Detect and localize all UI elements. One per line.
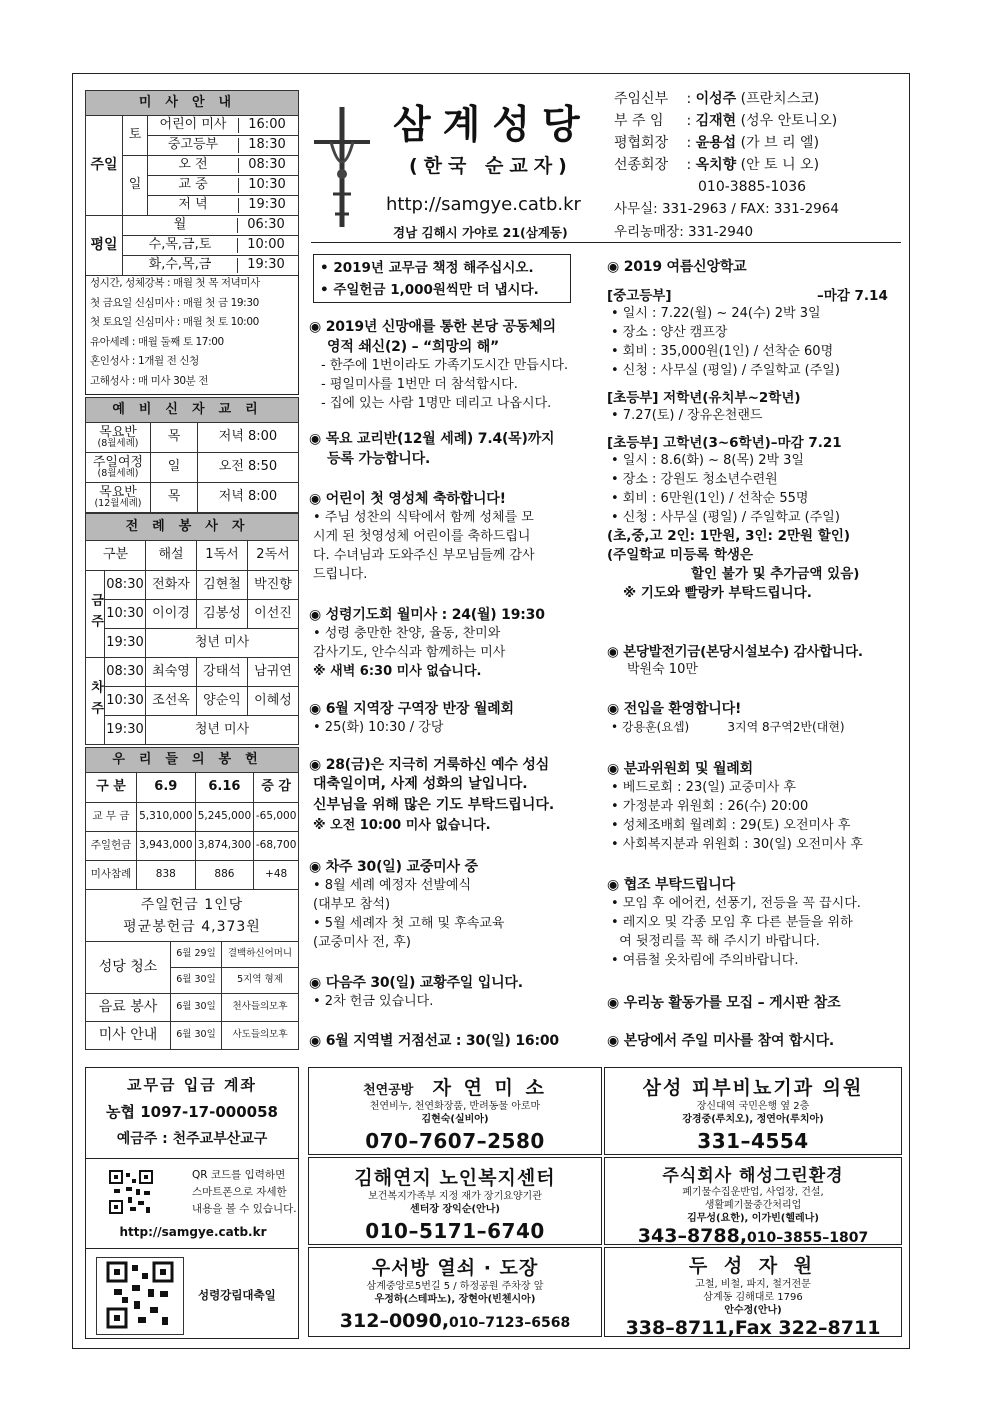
ad-phone: 070–7607–2580 — [365, 1129, 545, 1153]
staff-row: 부 주 임 : 김재현 (성우 안토니오) — [614, 110, 839, 132]
mass-name: 월 — [123, 218, 238, 232]
commentator: 이이경 — [146, 600, 197, 629]
staff-baptismal: (가 브 리 엘) — [740, 135, 820, 151]
news-item — [607, 992, 840, 1012]
class-time: 저녁 8:00 — [198, 483, 299, 513]
liturgy-col: 1독서 — [197, 541, 248, 571]
news-title: ◉ 다음주 30(일) 교황주일 입니다. — [309, 975, 523, 991]
account-number: 농협 1097-17-000058 — [106, 1103, 278, 1121]
mass-name: 저 녁 — [148, 198, 239, 212]
reader-2: 박진향 — [248, 571, 299, 600]
mass-name: 교 중 — [148, 178, 239, 192]
camp-line: • 일시 : 8.6(화) ~ 8(목) 2박 3일 — [611, 453, 804, 468]
commentator: 조선옥 — [146, 687, 197, 716]
news-title: ◉ 전입을 환영합니다! — [607, 701, 742, 717]
news-line: 시게 된 첫영성체 어린이를 축하드립니 — [313, 529, 531, 544]
news-line: • 25(화) 10:30 / 강당 — [313, 720, 444, 735]
duty-group: 사도들의모후 — [222, 1022, 299, 1050]
offering-value: 838 — [137, 861, 196, 890]
commentator: 전화자 — [146, 571, 197, 600]
ad-sub: 장신대역 국민은행 옆 2층 — [696, 1101, 810, 1112]
staff-row: 주임신부 : 이성주 (프란치스코) — [614, 88, 839, 110]
news-title: ◉ 차주 30(일) 교중미사 중 — [309, 859, 478, 875]
staff-role: 주임신부 — [614, 91, 669, 107]
news-line: (대부모 참석) — [313, 897, 391, 912]
news-item — [309, 428, 554, 468]
class-name: 주일여정 — [92, 454, 144, 470]
camp-line: • 7.27(토) / 장유온천랜드 — [611, 408, 763, 423]
ad-sub: 천연비누, 천연화장품, 반려동물 아로마 — [369, 1101, 541, 1112]
staff-baptismal: (프란치스코) — [740, 91, 820, 107]
ad-title: 우서방 열쇠 · 도장 — [371, 1257, 539, 1279]
mass-time: 19:30 — [247, 257, 285, 273]
liturgy-time: 08:30 — [105, 571, 146, 600]
duty-date: 6월 30일 — [171, 968, 222, 994]
camp-line: • 신청 : 사무실 (평일) / 주일학교 (주일) — [611, 363, 840, 378]
news-line: • 모임 후 에어컨, 선풍기, 전등을 꼭 끕시다. — [611, 896, 861, 911]
news-title: ◉ 어린이 첫 영성체 축하합니다! — [309, 491, 506, 507]
next-week-label: 차주 — [86, 658, 105, 745]
news-line: (교중미사 전, 후) — [313, 935, 411, 950]
church-subtitle: (한국 순교자) — [409, 155, 573, 177]
mass-time: 19:30 — [248, 197, 286, 213]
liturgy-time: 19:30 — [105, 629, 146, 658]
qr-code-icon[interactable] — [108, 1169, 154, 1215]
mass-name: 화,수,목,금 — [123, 258, 238, 272]
ad-sub: 보건복지가족부 지정 재가 장기요양기관 — [368, 1191, 542, 1202]
mass-name: 어린이 미사 — [148, 118, 239, 132]
duty-group: 5지역 형제 — [222, 968, 299, 994]
camp-extra: (주일학교 미등록 학생은 — [607, 547, 753, 563]
notice-line: • 주일헌금 1,000원씩만 더 냅시다. — [320, 282, 539, 298]
ad-sub: 안수정(안나) — [724, 1305, 782, 1316]
news-title: ◉ 협조 부탁드립니다 — [607, 877, 735, 893]
news-line: • 5월 세례자 첫 고해 및 후속교육 — [313, 916, 505, 931]
news-line: - 한주에 1번이라도 가족기도시간 만듭시다. — [321, 358, 569, 373]
reader-1: 김봉성 — [197, 600, 248, 629]
camp-line: • 회비 : 35,000원(1인) / 선착순 60명 — [611, 344, 834, 359]
news-line: • 강용훈(요셉) 3지역 8구역2반(대현) — [611, 720, 845, 734]
avg-offering-line2: 평균봉헌금 4,373원 — [123, 918, 261, 935]
camp-extra: 할인 불가 및 추가금액 있음) — [691, 566, 860, 582]
news-item — [309, 604, 545, 681]
account-holder: 예금주 : 천주교부산교구 — [116, 1131, 268, 1147]
news-title: ◉ 분과위원회 및 월례회 — [607, 761, 753, 777]
catechumen-header: 예비신자교리 — [86, 398, 299, 423]
duties-table — [85, 941, 299, 1050]
ad-phone: 338–8711,Fax 322–8711 — [625, 1317, 881, 1337]
qr-url[interactable]: http://samgye.catb.kr — [119, 1225, 267, 1239]
ad-title: 김해연지 노인복지센터 — [354, 1167, 556, 1189]
staff-baptismal: (성우 안토니오) — [740, 113, 838, 129]
ad-sub: 고철, 비철, 파지, 철거전문 — [695, 1279, 811, 1290]
duty-group: 천사들의모후 — [222, 994, 299, 1022]
ad-phone: 343–8788, — [637, 1225, 748, 1245]
news-item — [607, 758, 863, 854]
news-line: • 성령 충만한 찬양, 율동, 찬미와 — [313, 626, 501, 641]
farm-phone: 우리농매장: 331-2940 — [614, 224, 754, 240]
staff-name: 이성주 — [695, 91, 737, 107]
ad-dusung-recycling — [604, 1247, 902, 1337]
staff-name: 윤용섭 — [695, 135, 737, 151]
commentator: 최숙영 — [146, 658, 197, 687]
qr2-box — [85, 1249, 299, 1339]
class-time: 저녁 8:00 — [198, 423, 299, 453]
ad-title: 삼성 피부비뇨기과 의원 — [642, 1077, 864, 1099]
reader-2: 이선진 — [248, 600, 299, 629]
ad-pre: 천연공방 — [363, 1083, 414, 1098]
mass-guide-table — [85, 90, 299, 276]
offering-name: 주일헌금 — [86, 832, 137, 861]
church-url[interactable] — [386, 194, 581, 215]
ad-phone-2: 010–7123–6568 — [449, 1315, 571, 1331]
news-line: 감사기도, 안수식과 함께하는 미사 — [313, 645, 506, 660]
youth-mass-label: 청년 미사 — [146, 629, 299, 658]
camp-group — [607, 284, 905, 304]
news-line: • 사회복지분과 위원회 : 30(일) 오전미사 후 — [611, 837, 863, 852]
youth-mass-label: 청년 미사 — [146, 716, 299, 745]
offering-value: 886 — [195, 861, 254, 890]
class-day: 목 — [151, 483, 198, 513]
news-item — [607, 1030, 834, 1050]
ad-sub: 김무성(요한), 이가빈(헬레나) — [687, 1213, 819, 1224]
ad-sub: 김현숙(실비아) — [421, 1114, 489, 1125]
news-line: • 성체조배회 월례회 : 29(토) 오전미사 후 — [611, 818, 851, 833]
staff-role: 부 주 임 — [614, 113, 664, 129]
news-line: • 베드로회 : 23(일) 교중미사 후 — [611, 780, 796, 795]
mass-note: 혼인성사 : 1개월 전 신청 — [90, 355, 199, 367]
qr-box — [85, 1159, 299, 1249]
staff-name: 옥치향 — [695, 157, 737, 173]
church-url-text: http://samgye.catb.kr — [386, 194, 581, 215]
news-line: • 2차 헌금 있습니다. — [313, 994, 434, 1009]
mass-notes — [85, 271, 299, 395]
news-line: • 여름철 옷차림에 주의바랍니다. — [611, 953, 799, 968]
offering-table — [85, 747, 299, 942]
news-title: ◉ 6월 지역장 구역장 반장 월례회 — [309, 701, 514, 717]
news-title: ◉ 성령기도회 월미사 : 24(월) 19:30 — [309, 607, 545, 623]
mass-guide-header: 미사안내 — [86, 91, 299, 116]
liturgy-col: 구분 — [86, 541, 146, 571]
staff-row: 평협회장 : 윤용섭 (가 브 리 엘) — [614, 132, 839, 154]
qr-code-icon[interactable] — [106, 1261, 174, 1329]
offering-col: 증 감 — [254, 773, 299, 803]
ad-sub: 폐기물수집운반업, 사업장, 건설, — [682, 1187, 824, 1198]
ad-title: 두 성 자 원 — [688, 1255, 818, 1277]
office-phone: 사무실: 331-2963 / FAX: 331-2964 — [614, 201, 839, 217]
class-day: 일 — [151, 453, 198, 483]
class-name: 목요반 — [99, 424, 137, 440]
news-line: ※ 오전 10:00 미사 없습니다. — [313, 818, 491, 833]
usher-label: 미사 안내 — [86, 1022, 171, 1050]
news-item — [309, 316, 601, 413]
duty-group: 결백하신어머니 — [222, 942, 299, 968]
news-title-cont: 영적 쇄신(2) – “희망의 해” — [327, 339, 500, 355]
news-item — [607, 640, 863, 679]
liturgy-header: 전례봉사자 — [86, 514, 299, 541]
news-title: ◉ 28(금)은 지극히 거룩하신 예수 성심 — [309, 757, 550, 773]
reader-1: 양순익 — [197, 687, 248, 716]
news-line: - 집에 있는 사람 1명만 데리고 나옵시다. — [321, 396, 552, 411]
camp-title: ◉ 2019 여름신앙학교 — [607, 259, 747, 275]
ad-phone: 010–5171–6740 — [365, 1219, 545, 1243]
mass-name: 수,목,금,토 — [123, 238, 238, 252]
offering-change: -68,700 — [254, 832, 299, 861]
liturgy-time: 10:30 — [105, 687, 146, 716]
camp-group-head: [초등부] 저학년(유치부~2학년) — [607, 390, 801, 406]
mass-note: 성시간, 성체강복 : 매월 첫 목 저녁미사 — [90, 277, 260, 289]
news-line: - 평일미사를 1번만 더 참석합시다. — [321, 377, 518, 392]
staff-list — [614, 88, 839, 244]
ad-phone-2: 010–3855–1807 — [747, 1230, 869, 1245]
ad-sub: 생활폐기물중간처리업 — [704, 1200, 802, 1211]
liturgy-col: 해설 — [146, 541, 197, 571]
news-line: 여 뒷정리를 꼭 해 주시기 바랍니다. — [611, 934, 820, 949]
camp-extra: ※ 기도와 빨랑카 부탁드립니다. — [623, 585, 812, 601]
reader-1: 강태석 — [197, 658, 248, 687]
camp-line: • 장소 : 강원도 청소년수련원 — [611, 472, 778, 487]
offering-value: 5,310,000 — [137, 803, 196, 832]
offering-change: +48 — [254, 861, 299, 890]
camp-line: • 회비 : 6만원(1인) / 선착순 55명 — [611, 491, 809, 506]
class-baptism: (8월세례) — [97, 437, 139, 449]
duty-date: 6월 30일 — [171, 994, 222, 1022]
staff-role: 선종회장 — [614, 157, 669, 173]
ad-sub: 우정하(스테파노), 장현아(빈첸시아) — [374, 1294, 536, 1305]
news-line: • 레지오 및 각종 모임 후 다른 분들을 위하 — [611, 915, 853, 930]
mass-time: 18:30 — [248, 137, 286, 153]
offering-col: 6.9 — [137, 773, 196, 803]
camp-line: • 일시 : 7.22(월) ~ 24(수) 2박 3일 — [611, 306, 821, 321]
reader-2: 이혜성 — [248, 687, 299, 716]
liturgy-time: 08:30 — [105, 658, 146, 687]
ad-sub: 강경중(루치오), 정연아(루치아) — [682, 1114, 824, 1125]
offering-header: 우리들의봉헌 — [86, 748, 299, 773]
ad-welfare-center — [308, 1157, 602, 1245]
offering-value: 3,874,300 — [195, 832, 254, 861]
ad-title: 자 연 미 소 — [432, 1077, 547, 1099]
news-item — [309, 488, 535, 584]
news-item — [309, 1030, 559, 1050]
staff-baptismal: (안 토 니 오) — [740, 157, 820, 173]
news-title: ◉ 본당발전기금(본당시설보수) 감사합니다. — [607, 644, 863, 660]
mass-name: 오 전 — [148, 158, 239, 172]
duty-date: 6월 29일 — [171, 942, 222, 968]
ad-nature-smile — [308, 1067, 602, 1155]
class-name: 목요반 — [99, 484, 137, 500]
news-line: 드립니다. — [313, 567, 368, 582]
news-item — [607, 874, 861, 970]
offering-name: 미사참례 — [86, 861, 137, 890]
masthead-divider — [311, 242, 901, 243]
ad-title: 주식회사 해성그린환경 — [662, 1166, 844, 1186]
this-week-label: 금주 — [86, 571, 105, 658]
mass-note: 첫 금요일 신심미사 : 매월 첫 금 19:30 — [90, 296, 259, 309]
mass-time: 08:30 — [248, 157, 286, 173]
sunday-day-label: 일 — [123, 156, 148, 216]
liturgy-time: 19:30 — [105, 716, 146, 745]
qr-text-line: QR 코드를 입력하면 — [192, 1169, 286, 1181]
offering-value: 5,245,000 — [195, 803, 254, 832]
ad-phone: 312–0090, — [339, 1310, 450, 1332]
summer-camp — [607, 256, 905, 603]
camp-group-head: [중고등부] — [607, 288, 672, 304]
class-day: 목 — [151, 423, 198, 453]
news-title: ◉ 본당에서 주일 미사를 참여 합시다. — [607, 1033, 835, 1049]
church-title: 삼계성당 — [393, 103, 592, 148]
camp-group-head: [초등부] 고학년(3~6학년)–마감 7.21 — [607, 435, 842, 451]
account-title: 교무금 입금 계좌 — [127, 1076, 257, 1094]
ad-sub: 삼계동 김해대로 1796 — [703, 1292, 803, 1303]
news-line: ※ 새벽 6:30 미사 없습니다. — [313, 664, 482, 679]
notice-box — [313, 254, 571, 303]
duty-date: 6월 30일 — [171, 1022, 222, 1050]
mass-note: 첫 토요일 신심미사 : 매월 첫 토 10:00 — [90, 316, 259, 328]
camp-line: • 장소 : 양산 캠프장 — [611, 325, 728, 340]
offering-col: 구 분 — [86, 773, 137, 803]
news-title: ◉ 목요 교리반(12월 세례) 7.4(목)까지 — [309, 431, 555, 447]
camp-extra: (초,중,고 2인: 1만원, 3인: 2만원 할인) — [607, 528, 851, 544]
staff-phone: 010-3885-1036 — [698, 179, 807, 195]
ad-phone: 331–4554 — [697, 1129, 809, 1153]
ad-haesung-green — [604, 1157, 902, 1245]
offering-change: -65,000 — [254, 803, 299, 832]
news-title: ◉ 2019년 신망애를 통한 본당 공동체의 — [309, 319, 556, 335]
drink-label: 음료 봉사 — [86, 994, 171, 1022]
offering-value: 3,943,000 — [137, 832, 196, 861]
ad-sub: 삼계중앙로5번길 5 / 하정공원 주차장 앞 — [366, 1281, 544, 1292]
news-line: 다. 수녀님과 도와주신 부모님들께 감사 — [313, 548, 535, 563]
reader-2: 남귀연 — [248, 658, 299, 687]
bulletin-sheet — [72, 73, 910, 1349]
camp-deadline: –마감 7.14 — [817, 288, 888, 304]
saturday-label: 토 — [123, 116, 148, 156]
news-title: ◉ 우리농 활동가를 모집 – 게시판 참조 — [607, 995, 841, 1011]
news-title-cont: 등록 가능합니다. — [327, 451, 431, 467]
ad-sub: 센터장 장익순(안나) — [410, 1204, 500, 1215]
church-address: 경남 김해시 가야로 21(삼계동) — [393, 225, 568, 240]
news-line: 박원숙 10만 — [627, 662, 698, 677]
mass-time: 10:00 — [247, 237, 285, 253]
notice-line: • 2019년 교무금 책정 해주십시오. — [320, 260, 534, 276]
mass-note: 고해성사 : 매 미사 30분 전 — [90, 374, 209, 387]
news-item — [309, 754, 554, 835]
news-line: 대축일이며, 사제 성화의 날입니다. — [313, 776, 528, 792]
news-item — [309, 698, 514, 737]
news-item — [309, 856, 504, 952]
offering-name: 교 무 금 — [86, 803, 137, 832]
offering-col: 6.16 — [195, 773, 254, 803]
camp-line: • 신청 : 사무실 (평일) / 주일학교 (주일) — [611, 510, 840, 525]
news-line: • 8월 세례 예정자 선발예식 — [313, 878, 472, 893]
weekday-label: 평일 — [86, 216, 123, 276]
qr-instructions — [192, 1167, 297, 1218]
staff-row: 선종회장 : 옥치향 (안 토 니 오) — [614, 154, 839, 176]
qr-text-line: 스마트폰으로 자세한 — [192, 1186, 287, 1198]
staff-role: 평협회장 — [614, 135, 669, 151]
class-baptism: (8월세례) — [97, 467, 139, 479]
mass-time: 10:30 — [248, 177, 286, 193]
avg-offering-line1: 주일헌금 1인당 — [140, 896, 244, 913]
reader-1: 김현철 — [197, 571, 248, 600]
mass-time: 16:00 — [248, 117, 286, 133]
liturgy-time: 10:30 — [105, 600, 146, 629]
qr2-label: 성령강림대축일 — [198, 1288, 276, 1302]
news-line: 신부님을 위해 많은 기도 부탁드립니다. — [313, 797, 555, 813]
news-item — [607, 698, 845, 737]
liturgy-col: 2독서 — [248, 541, 299, 571]
news-title: ◉ 6월 지역별 거점선교 : 30(일) 16:00 — [309, 1033, 559, 1049]
ad-samsung-clinic — [604, 1067, 902, 1155]
news-line: • 가정분과 위원회 : 26(수) 20:00 — [611, 799, 809, 814]
class-time: 오전 8:50 — [198, 453, 299, 483]
mass-name: 중고등부 — [148, 138, 239, 152]
liturgy-table — [85, 513, 299, 745]
news-line: • 주님 성찬의 식탁에서 함께 성체를 모 — [313, 510, 534, 525]
ad-key-shop — [308, 1247, 602, 1337]
account-box — [85, 1067, 299, 1159]
mass-note: 유아세례 : 매월 둘째 토 17:00 — [90, 335, 224, 348]
sunday-label: 주일 — [86, 116, 123, 216]
cross-logo-icon — [311, 102, 373, 232]
staff-name: 김재현 — [695, 113, 737, 129]
qr-text-line: 내용을 볼 수 있습니다. — [192, 1203, 297, 1215]
news-item — [309, 972, 523, 1011]
catechumen-table — [85, 397, 299, 513]
class-baptism: (12월세례) — [94, 497, 142, 509]
cleaning-label: 성당 청소 — [86, 942, 171, 994]
mass-time: 06:30 — [247, 217, 285, 233]
